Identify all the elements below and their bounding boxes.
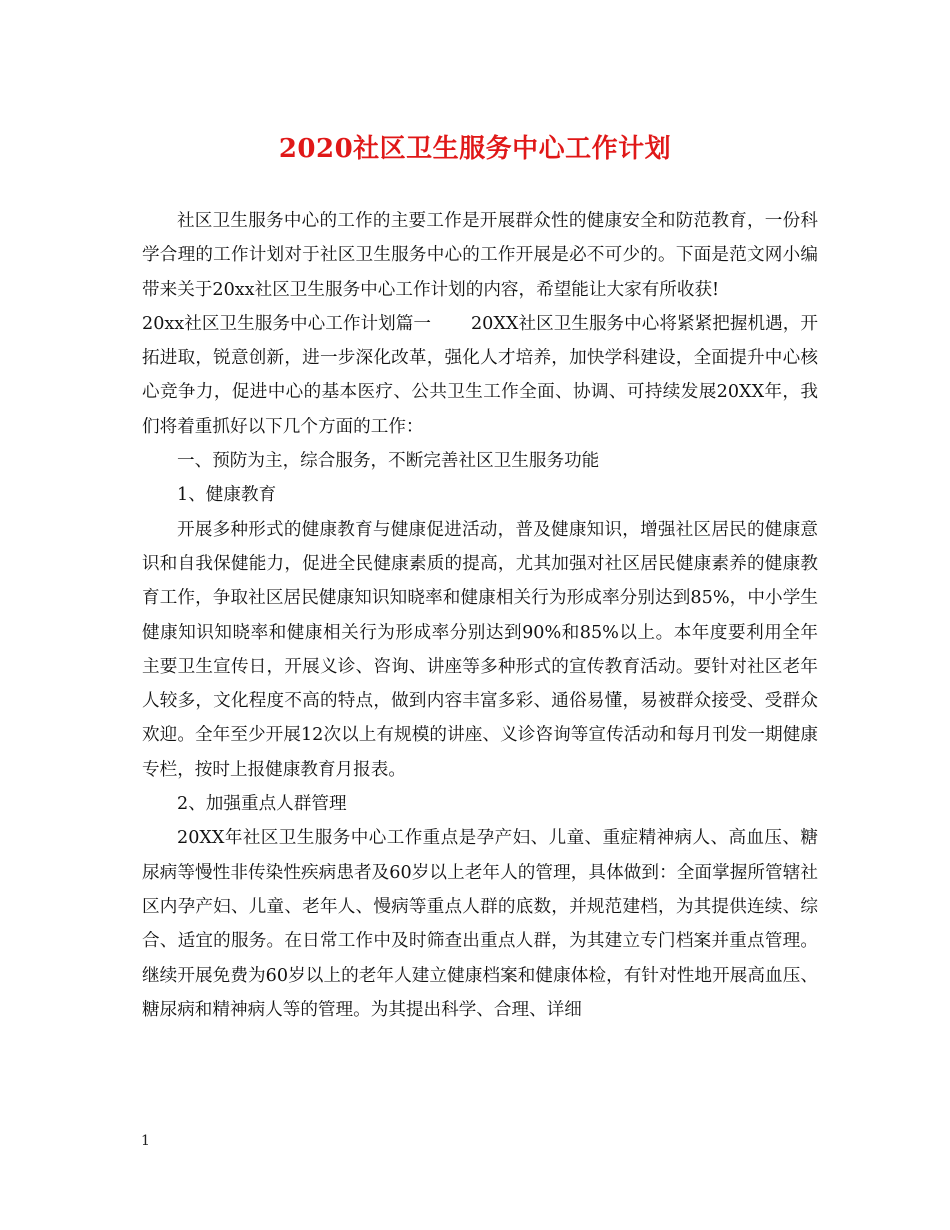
plan-heading: 20xx社区卫生服务中心工作计划篇一 <box>142 313 431 334</box>
item-paragraph-2: 20XX年社区卫生服务中心工作重点是孕产妇、儿童、重症精神病人、高血压、糖尿病等慢性非传染性疾病患者及60岁以上老年人的管理，具体做到：全面掌握所管辖社区内孕产妇、儿童、老年人、慢病等重点人群的底数，并规范建档，为其提供连续、综合、适宜的服务。在日常工作中及时筛查出重点人群，为其建立专门档案并重点管理。继续开展免费为60岁以上的老年人建立健康档案和健康体检，有针对性地开展高血压、糖尿病和精神病人等的管理。为其提出科学、合理、详细 <box>142 828 818 1020</box>
plan-text: 20XX社区卫生服务中心将紧紧把握机遇，开拓进取，锐意创新，进一步深化改革，强化人才培养，加快学科建设，全面提升中心核心竞争力，促进中心的基本医疗、公共卫生工作全面、协调、可持续发展20XX年，我们将着重抓好以下几个方面的工作： <box>142 313 818 437</box>
intro-paragraph: 社区卫生服务中心的工作的主要工作是开展群众性的健康安全和防范教育，一份科学合理的工作计划对于社区卫生服务中心的工作开展是必不可少的。下面是范文网小编带来关于20xx社区卫生服务中心工作计划的内容，希望能让大家有所收获! <box>142 211 818 300</box>
document-body <box>142 204 818 1027</box>
document-title: 2020社区卫生服务中心工作计划 <box>278 134 672 164</box>
plan-paragraph <box>142 307 818 444</box>
item-heading-2: 2、加强重点人群管理 <box>177 794 347 815</box>
item-heading-1: 1、健康教育 <box>177 485 277 506</box>
item-paragraph-1: 开展多种形式的健康教育与健康促进活动，普及健康知识，增强社区居民的健康意识和自我保健能力，促进全民健康素质的提高，尤其加强对社区居民健康素养的健康教育工作，争取社区居民健康知识知晓率和健康相关行为形成率分别达到85%，中小学生健康知识知晓率和健康相关行为形成率分别达到90%和85%以上。本年度要利用全年主要卫生宣传日，开展义诊、咨询、讲座等多种形式的宣传教育活动。要针对社区老年人较多，文化程度不高的特点，做到内容丰富多彩、通俗易懂，易被群众接受、受群众欢迎。全年至少开展12次以上有规模的讲座、义诊咨询等宣传活动和每月刊发一期健康专栏，按时上报健康教育月报表。 <box>142 519 818 780</box>
page-number: 1 <box>141 1133 150 1149</box>
section-heading-1: 一、预防为主，综合服务，不断完善社区卫生服务功能 <box>177 451 600 472</box>
